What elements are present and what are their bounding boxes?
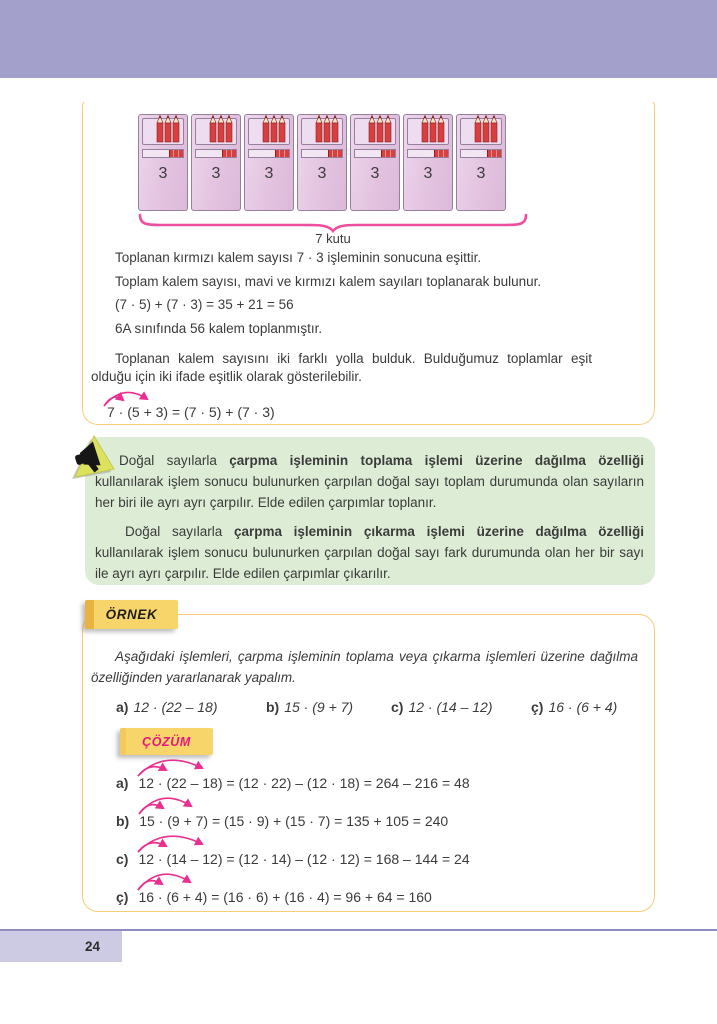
example-item	[531, 699, 654, 715]
pencil-box-lid	[301, 118, 343, 145]
pencil-box-slot	[142, 149, 184, 158]
solution-label: ç)	[116, 889, 129, 905]
megaphone-icon	[71, 434, 117, 482]
box-count-label: 3	[476, 165, 486, 182]
example-item	[266, 699, 391, 715]
solution-expression: 15 · (9 + 7) = (15 · 9) + (15 · 7) = 135 + 105 = 240	[139, 813, 449, 829]
pencil-box-slot	[195, 149, 237, 158]
ornek-tab-label: ÖRNEK	[105, 607, 158, 622]
solution-body	[138, 851, 469, 867]
item-label: a)	[116, 699, 129, 715]
solution-row	[116, 799, 646, 829]
solution-body	[139, 813, 448, 829]
paragraph: Toplam kalem sayısı, mavi ve kırmızı kalem sayıları toplanarak bulunur.	[115, 273, 542, 289]
example-item	[391, 699, 531, 715]
diagram-box	[82, 100, 655, 425]
cozum-tab-label: ÇÖZÜM	[142, 734, 191, 749]
footer-band	[0, 931, 122, 962]
solutions-list	[116, 761, 646, 913]
solution-expression: 16 · (6 + 4) = (16 · 6) + (16 · 4) = 96 + 64 = 160	[138, 889, 432, 905]
red-pencil-strip	[381, 150, 395, 157]
pencil-box-lid	[407, 118, 449, 145]
pencil-box	[403, 114, 453, 211]
red-pencil-strip	[222, 150, 236, 157]
item-label: b)	[266, 699, 280, 715]
ornek-tab	[85, 600, 178, 629]
pencil-box	[456, 114, 506, 211]
rule-bold-text: çarpma işleminin çıkarma işlemi üzerine dağılma özelliği	[233, 524, 644, 539]
paragraph: Toplanan kırmızı kalem sayısı 7 · 3 işleminin sonucuna eşittir.	[115, 250, 482, 265]
pencil-box-lid	[248, 118, 290, 145]
brace-icon	[138, 213, 528, 233]
paragraph: 6A sınıfında 56 kalem toplanmıştır.	[115, 320, 323, 336]
distribution-arrows-icon	[135, 795, 231, 815]
pencil-box-slot	[248, 149, 290, 158]
page-header-band	[0, 0, 717, 78]
item-expression: 12 · (14 – 12)	[408, 699, 493, 715]
rule-paragraph	[95, 521, 644, 584]
pencil-box	[191, 114, 241, 211]
pencil-box	[297, 114, 347, 211]
example-box	[82, 614, 655, 912]
solution-body	[138, 775, 469, 791]
example-item	[116, 699, 266, 715]
pencil-box-slot	[301, 149, 343, 158]
item-label: ç)	[531, 699, 544, 715]
box-count-label: 3	[423, 165, 433, 182]
box-count-label: 3	[264, 165, 274, 182]
explanation-text	[91, 249, 592, 421]
item-expression: 16 · (6 + 4)	[548, 699, 618, 715]
distributive-equation	[91, 404, 592, 421]
solution-label: b)	[116, 813, 130, 829]
page-number: 24	[84, 938, 100, 954]
solution-row	[116, 875, 646, 905]
red-pencils-icon	[156, 114, 182, 144]
item-expression: 12 · (22 – 18)	[133, 699, 218, 715]
box-count-label: 3	[211, 165, 221, 182]
red-pencil-strip	[434, 150, 448, 157]
rule-bold-text: çarpma işleminin toplama işlemi üzerine dağılma özelliği	[229, 453, 645, 468]
pencil-box-lid	[460, 118, 502, 145]
red-pencil-strip	[275, 150, 289, 157]
pencil-boxes-row	[138, 114, 506, 211]
solution-expression: 12 · (14 – 12) = (12 · 14) – (12 · 12) = 168 – 144 = 24	[138, 851, 470, 867]
red-pencils-icon	[209, 114, 235, 144]
solution-row	[116, 761, 646, 791]
note-box	[85, 437, 655, 585]
rule-text: kullanılarak işlem sonucu bulunurken çarpılan doğal sayı toplam durumunda olan sayıların her biri ile ayrı ayrı çarpılır. Elde edilen çarpımlar toplanır.	[95, 474, 644, 510]
item-label: c)	[391, 699, 404, 715]
equation-line: (7 · 5) + (7 · 3) = 35 + 21 = 56	[115, 297, 294, 312]
solution-label: a)	[116, 775, 129, 791]
rule-text: Doğal sayılarla	[119, 453, 230, 468]
box-count-label: 3	[158, 165, 168, 182]
box-count-label: 3	[370, 165, 380, 182]
solution-label: c)	[116, 851, 129, 867]
example-intro: Aşağıdaki işlemleri, çarpma işleminin toplama veya çıkarma işlemleri üzerine dağılma özelliğinden yararlanarak yapalım.	[91, 649, 638, 685]
pencil-box-slot	[460, 149, 502, 158]
red-pencils-icon	[368, 114, 394, 144]
brace-label: 7 kutu	[315, 231, 351, 246]
paragraph: Toplanan kalem sayısını iki farklı yolla bulduk. Bulduğumuz toplamlar eşit olduğu için iki ifade eşitlik olarak gösterilebilir.	[91, 350, 592, 384]
distribution-arrows-icon	[134, 871, 230, 891]
rule-paragraph	[95, 450, 644, 513]
red-pencils-icon	[315, 114, 341, 144]
distribution-arrows-icon	[134, 833, 230, 853]
red-pencils-icon	[474, 114, 500, 144]
item-expression: 15 · (9 + 7)	[284, 699, 354, 715]
pencil-box-lid	[195, 118, 237, 145]
pencil-box	[350, 114, 400, 211]
pencil-box-lid	[142, 118, 184, 145]
red-pencil-strip	[169, 150, 183, 157]
red-pencils-icon	[421, 114, 447, 144]
pencil-box	[138, 114, 188, 211]
box-count-label: 3	[317, 165, 327, 182]
distribution-arrows-icon	[134, 757, 230, 777]
pencil-box	[244, 114, 294, 211]
solution-expression: 12 · (22 – 18) = (12 · 22) – (12 · 18) = 264 – 216 = 48	[138, 775, 470, 791]
example-items-row	[116, 699, 654, 715]
equation-text: 7 · (5 + 3) = (7 · 5) + (7 · 3)	[107, 403, 275, 420]
rule-text: Doğal sayılarla	[125, 524, 234, 539]
cozum-tab	[120, 728, 213, 755]
solution-body	[138, 889, 431, 905]
pencil-box-slot	[354, 149, 396, 158]
red-pencil-strip	[328, 150, 342, 157]
distribution-arrows-icon	[101, 389, 161, 407]
solution-row	[116, 837, 646, 867]
red-pencil-strip	[487, 150, 501, 157]
pencil-box-lid	[354, 118, 396, 145]
rule-text: kullanılarak işlem sonucu bulunurken çarpılan doğal sayı fark durumunda olan her bir sayı ile ayrı ayrı çarpılır. Elde edilen çarpımlar çıkarılır.	[95, 545, 644, 581]
red-pencils-icon	[262, 114, 288, 144]
pencil-box-slot	[407, 149, 449, 158]
